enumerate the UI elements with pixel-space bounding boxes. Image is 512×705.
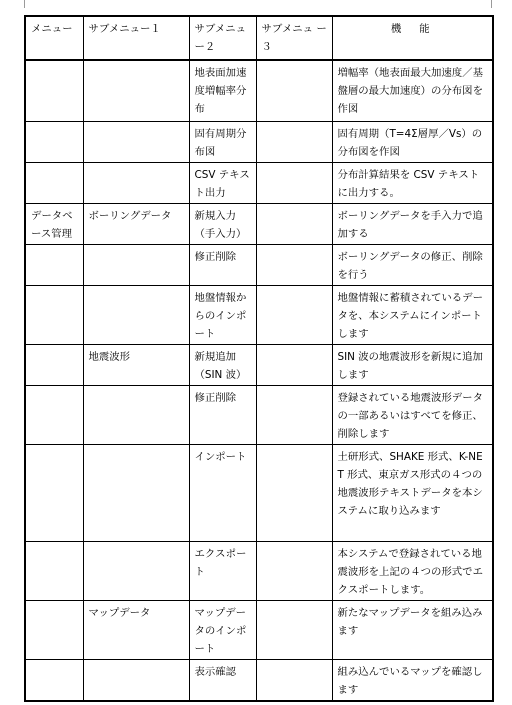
cell-submenu-3 <box>256 385 332 444</box>
header-menu: メニュー <box>25 16 83 60</box>
cell-submenu-3 <box>256 659 332 701</box>
cell-menu <box>25 385 83 444</box>
table-row <box>25 285 493 344</box>
cell-function: 本システムで登録されている地震波形を上記の４つの形式でエクスポートします。 <box>332 541 493 600</box>
table-row <box>25 659 493 701</box>
table-row <box>25 60 493 121</box>
cell-function: SIN 波の地震波形を新規に追加します <box>332 344 493 385</box>
cell-submenu-2: インポート <box>189 444 256 541</box>
cell-submenu-1 <box>83 659 189 701</box>
cell-menu: データベース管理 <box>25 203 83 244</box>
table-row <box>25 385 493 444</box>
cell-submenu-3 <box>256 162 332 203</box>
header-submenu-3: サブメニュ ー３ <box>256 16 332 60</box>
header-submenu-2: サブメニュ ー２ <box>189 16 256 60</box>
cell-submenu-2: エクスポート <box>189 541 256 600</box>
cell-submenu-1: マップデータ <box>83 600 189 659</box>
cell-menu <box>25 659 83 701</box>
header-function: 機能 <box>332 16 493 60</box>
cell-submenu-1: ボーリングデータ <box>83 203 189 244</box>
table-row <box>25 203 493 244</box>
cell-function: 固有周期（T=4Σ層厚／Vs）の分布図を作図 <box>332 121 493 162</box>
cell-submenu-2: 表示確認 <box>189 659 256 701</box>
cell-submenu-2: 修正削除 <box>189 244 256 285</box>
cell-menu <box>25 285 83 344</box>
cell-submenu-2: 新規追加（SIN 波） <box>189 344 256 385</box>
cell-submenu-2: 新規入力（手入力） <box>189 203 256 244</box>
cell-menu <box>25 344 83 385</box>
cell-function: 地盤情報に蓄積されているデータを、本システムにインポートします <box>332 285 493 344</box>
cell-submenu-1 <box>83 541 189 600</box>
cell-menu <box>25 541 83 600</box>
cell-submenu-3 <box>256 444 332 541</box>
table-row <box>25 444 493 541</box>
cell-function: 登録されている地震波形データの一部あるいはすべてを修正、削除します <box>332 385 493 444</box>
table-header-row <box>25 16 493 60</box>
table-row <box>25 344 493 385</box>
cell-menu <box>25 162 83 203</box>
cell-submenu-3 <box>256 344 332 385</box>
header-submenu-1: サブメニュー１ <box>83 16 189 60</box>
cell-menu <box>25 600 83 659</box>
cell-submenu-3 <box>256 60 332 121</box>
cell-function: 土研形式、SHAKE 形式、K-NET 形式、東京ガス形式の４つの地震波形テキストデータを本システムに取り込みます <box>332 444 493 541</box>
cell-function: 増幅率（地表面最大加速度／基盤層の最大加速度）の分布図を作図 <box>332 60 493 121</box>
cell-submenu-3 <box>256 541 332 600</box>
cell-submenu-2: CSV テキスト出力 <box>189 162 256 203</box>
table-row <box>25 121 493 162</box>
cell-submenu-2: 地盤情報からのインポート <box>189 285 256 344</box>
cell-submenu-1: 地震波形 <box>83 344 189 385</box>
page-corner-mark-right <box>491 0 492 8</box>
cell-submenu-3 <box>256 121 332 162</box>
table-row <box>25 600 493 659</box>
cell-submenu-1 <box>83 121 189 162</box>
cell-submenu-2: 固有周期分布図 <box>189 121 256 162</box>
cell-submenu-2: 地表面加速度増幅率分布 <box>189 60 256 121</box>
cell-menu <box>25 121 83 162</box>
cell-function: ボーリングデータを手入力で追加する <box>332 203 493 244</box>
cell-submenu-1 <box>83 285 189 344</box>
cell-menu <box>25 444 83 541</box>
cell-submenu-3 <box>256 600 332 659</box>
cell-submenu-1 <box>83 162 189 203</box>
cell-submenu-1 <box>83 444 189 541</box>
page-corner-mark-left <box>24 0 25 8</box>
cell-submenu-3 <box>256 285 332 344</box>
table-row <box>25 162 493 203</box>
cell-submenu-3 <box>256 244 332 285</box>
cell-function: ボーリングデータの修正、削除を行う <box>332 244 493 285</box>
table-row <box>25 541 493 600</box>
cell-submenu-3 <box>256 203 332 244</box>
cell-submenu-2: 修正削除 <box>189 385 256 444</box>
cell-menu <box>25 244 83 285</box>
cell-submenu-1 <box>83 244 189 285</box>
cell-function: 組み込んでいるマップを確認します <box>332 659 493 701</box>
cell-submenu-2: マップデータのインポート <box>189 600 256 659</box>
cell-function: 新たなマップデータを組み込みます <box>332 600 493 659</box>
cell-submenu-1 <box>83 385 189 444</box>
cell-menu <box>25 60 83 121</box>
menu-spec-table <box>24 15 494 702</box>
cell-function: 分布計算結果を CSV テキストに出力する。 <box>332 162 493 203</box>
table-row <box>25 244 493 285</box>
cell-submenu-1 <box>83 60 189 121</box>
